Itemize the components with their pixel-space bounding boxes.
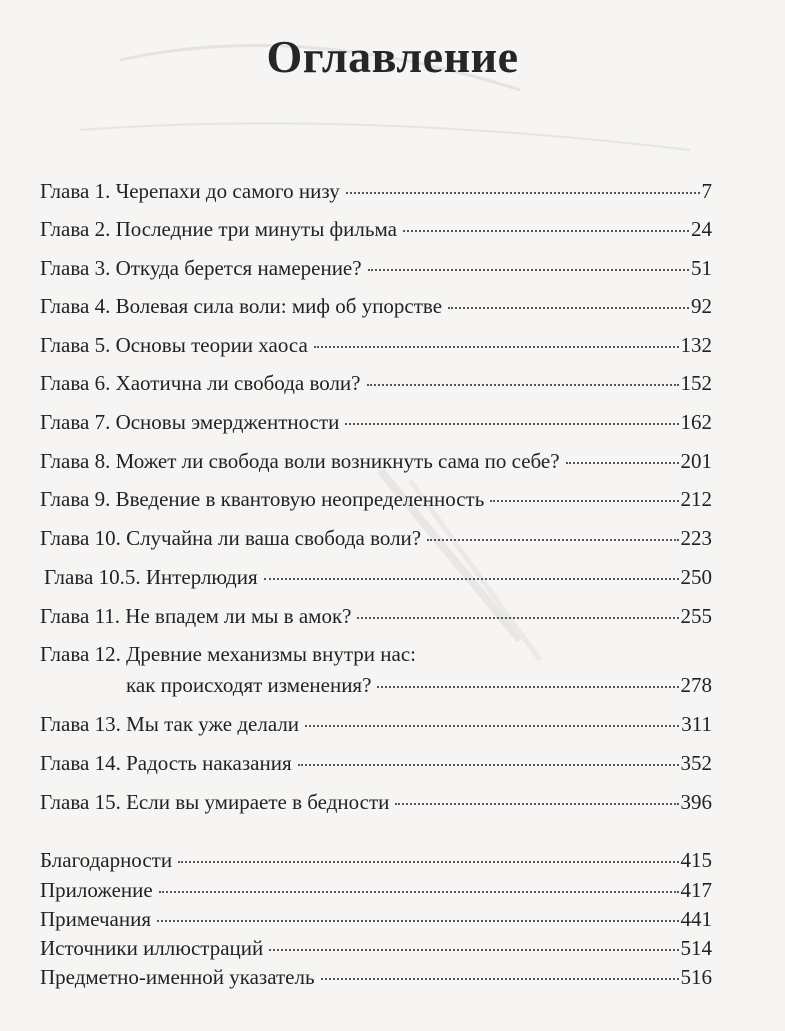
toc-leader-dots [298,763,679,766]
toc-leader-dots [395,802,678,805]
toc-entry-page: 7 [701,179,712,203]
toc-entry[interactable] [40,484,712,514]
toc-entry-label: Глава 9. Введение в квантовую неопределенность [40,487,485,511]
toc-leader-dots [377,685,678,688]
toc-entry-page: 250 [680,565,712,589]
toc-back-matter-entry[interactable] [40,962,712,992]
toc-entry-page: 441 [680,907,712,931]
toc-entry-label: Глава 7. Основы эмерджентности [40,410,340,434]
toc-entry-page: 92 [691,294,712,318]
toc-leader-dots [264,577,679,580]
toc-entry-label: Глава 4. Волевая сила воли: миф об упорстве [40,294,443,318]
toc-entry-label: Глава 14. Радость наказания [40,751,292,775]
toc-entry-page: 223 [680,526,712,550]
toc-entry-page: 162 [680,410,712,434]
toc-leader-dots [314,345,679,348]
toc-entry[interactable] [44,562,712,592]
toc-entry[interactable] [40,253,712,283]
toc-entry-label: Глава 10. Случайна ли ваша свобода воли? [40,526,422,550]
toc-entry-page: 132 [680,333,712,357]
toc-entry-label: Глава 15. Если вы умираете в бедности [40,790,390,814]
toc-entry-label: Глава 13. Мы так уже делали [40,712,300,736]
toc-entry[interactable] [40,176,712,206]
toc-back-matter-entry[interactable] [40,933,712,963]
toc-back-matter-entry[interactable] [40,904,712,934]
toc-entry[interactable] [40,446,712,476]
toc-entry-label: Глава 8. Может ли свобода воли возникнуть сама по себе? [40,449,560,473]
toc-entry[interactable] [40,709,712,739]
toc-leader-dots [403,229,689,232]
toc-leader-dots [490,499,678,502]
toc-entry[interactable] [40,407,712,437]
toc-entry-label: Приложение [40,878,153,902]
toc-entry-page: 396 [680,790,712,814]
toc-entry-page: 152 [680,371,712,395]
toc-entry-page: 201 [680,449,712,473]
toc-back-matter-entry[interactable] [40,875,712,905]
toc-leader-dots [178,860,678,863]
toc-leader-dots [345,422,678,425]
toc-leader-dots [566,461,679,464]
toc-entry-page: 514 [680,936,712,960]
toc-entry-page: 212 [680,487,712,511]
toc-leader-dots [367,383,679,386]
toc-entry-label: Предметно-именной указатель [40,965,315,989]
toc-entry[interactable] [126,670,712,700]
toc-entry-page: 51 [691,256,712,280]
toc-entry-label: Благодарности [40,848,173,872]
toc-entry[interactable] [40,523,712,553]
toc-leader-dots [448,306,689,309]
toc-entry[interactable] [40,601,712,631]
toc-entry-label: Глава 1. Черепахи до самого низу [40,179,340,203]
toc-entry-page: 255 [680,604,712,628]
toc-entry-label: Источники иллюстраций [40,936,264,960]
toc-entry-label-line1[interactable]: Глава 12. Древние механизмы внутри нас: [40,642,416,666]
toc-leader-dots [321,977,679,980]
toc-entry[interactable] [40,214,712,244]
toc-entry-label: Глава 2. Последние три минуты фильма [40,217,397,241]
toc-entry[interactable] [40,787,712,817]
toc-entry-label: Глава 5. Основы теории хаоса [40,333,308,357]
toc-entry-label: Глава 6. Хаотична ли свобода воли? [40,371,361,395]
toc-entry[interactable] [40,291,712,321]
toc-entry-page: 278 [680,673,712,697]
toc-leader-dots [357,616,678,619]
toc-entry-label: Глава 3. Откуда берется намерение? [40,256,362,280]
toc-leader-dots [305,724,679,727]
toc-leader-dots [159,890,679,893]
toc-entry-page: 417 [680,878,712,902]
toc-back-matter-entry[interactable] [40,845,712,875]
toc-entry[interactable] [40,330,712,360]
toc-entry-label-line2: как происходят изменения? [126,673,372,697]
toc-entry-label: Глава 11. Не впадем ли мы в амок? [40,604,352,628]
toc-entry-page: 352 [680,751,712,775]
toc-entry-page: 24 [691,217,712,241]
toc-entry-page: 311 [681,712,712,736]
toc-leader-dots [157,919,678,922]
page-title: Оглавление [266,31,519,82]
toc-entry[interactable] [40,748,712,778]
toc-leader-dots [427,538,678,541]
toc-leader-dots [269,948,678,951]
toc-entry-page: 516 [680,965,712,989]
toc-entry[interactable] [40,368,712,398]
toc-entry-page: 415 [680,848,712,872]
toc-leader-dots [346,191,700,194]
toc-entry-label: Примечания [40,907,152,931]
toc-entry-label: Глава 10.5. Интерлюдия [44,565,258,589]
toc-leader-dots [368,268,689,271]
